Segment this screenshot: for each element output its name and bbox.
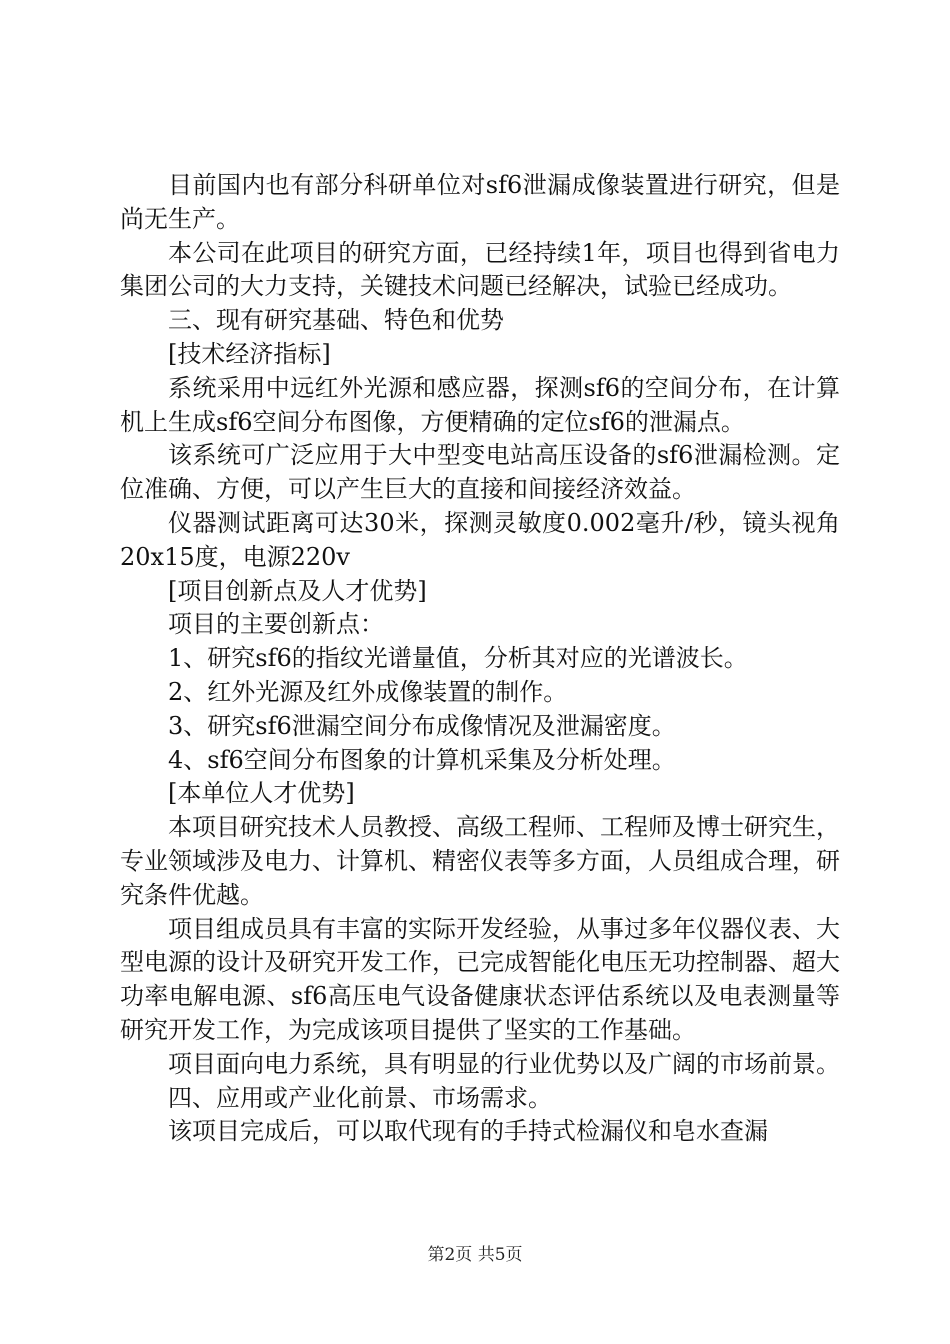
page-number-footer: 第2页 共5页 [427, 1245, 523, 1265]
paragraph-domestic-research: 目前国内也有部分科研单位对sf6泄漏成像装置进行研究，但是尚无生产。 [120, 171, 840, 233]
paragraph-instrument-specs: 仪器测试距离可达30米，探测灵敏度0.002毫升/秒，镜头视角20x15度，电源220v [120, 508, 840, 571]
paragraph-team-experience: 项目组成员具有丰富的实际开发经验，从事过多年仪器仪表、大型电源的设计及研究开发工作，已完成智能化电压无功控制器、超大功率电解电源、sf6高压电气设备健康状态评估系统以及电表测量等研究开发工作，为完成该项目提供了坚实的工作基础。 [120, 914, 840, 1044]
paragraph-system-application: 该系统可广泛应用于大中型变电站高压设备的sf6泄漏检测。定位准确、方便，可以产生巨大的直接和间接经济效益。 [120, 441, 840, 504]
section-heading-3: 三、现有研究基础、特色和优势 [168, 306, 504, 335]
list-item-innovation-3: 3、研究sf6泄漏空间分布成像情况及泄漏密度。 [168, 711, 676, 740]
list-item-innovation-1: 1、研究sf6的指纹光谱量值，分析其对应的光谱波长。 [168, 644, 748, 673]
paragraph-project-completion: 该项目完成后，可以取代现有的手持式检漏仪和皂水查漏 [168, 1117, 768, 1146]
paragraph-system-description: 系统采用中远红外光源和感应器，探测sf6的空间分布，在计算机上生成sf6空间分布图像，方便精确的定位sf6的泄漏点。 [120, 373, 840, 436]
subheading-tech-indicators: [技术经济指标] [168, 339, 331, 368]
list-item-innovation-4: 4、sf6空间分布图象的计算机采集及分析处理。 [168, 745, 676, 774]
paragraph-company-progress: 本公司在此项目的研究方面，已经持续1年，项目也得到省电力集团公司的大力支持，关键技术问题已经解决，试验已经成功。 [120, 238, 840, 301]
section-heading-4: 四、应用或产业化前景、市场需求。 [168, 1083, 552, 1112]
list-item-innovation-2: 2、红外光源及红外成像装置的制作。 [168, 677, 568, 706]
subheading-talent: [本单位人才优势] [168, 779, 355, 808]
paragraph-innovation-intro: 项目的主要创新点： [168, 610, 384, 639]
paragraph-market-outlook: 项目面向电力系统，具有明显的行业优势以及广阔的市场前景。 [168, 1049, 840, 1078]
document-body [120, 169, 840, 1149]
paragraph-team-composition: 本项目研究技术人员教授、高级工程师、工程师及博士研究生，专业领域涉及电力、计算机、精密仪表等多方面，人员组成合理，研究条件优越。 [120, 813, 840, 909]
subheading-innovation: [项目创新点及人才优势] [168, 576, 427, 605]
